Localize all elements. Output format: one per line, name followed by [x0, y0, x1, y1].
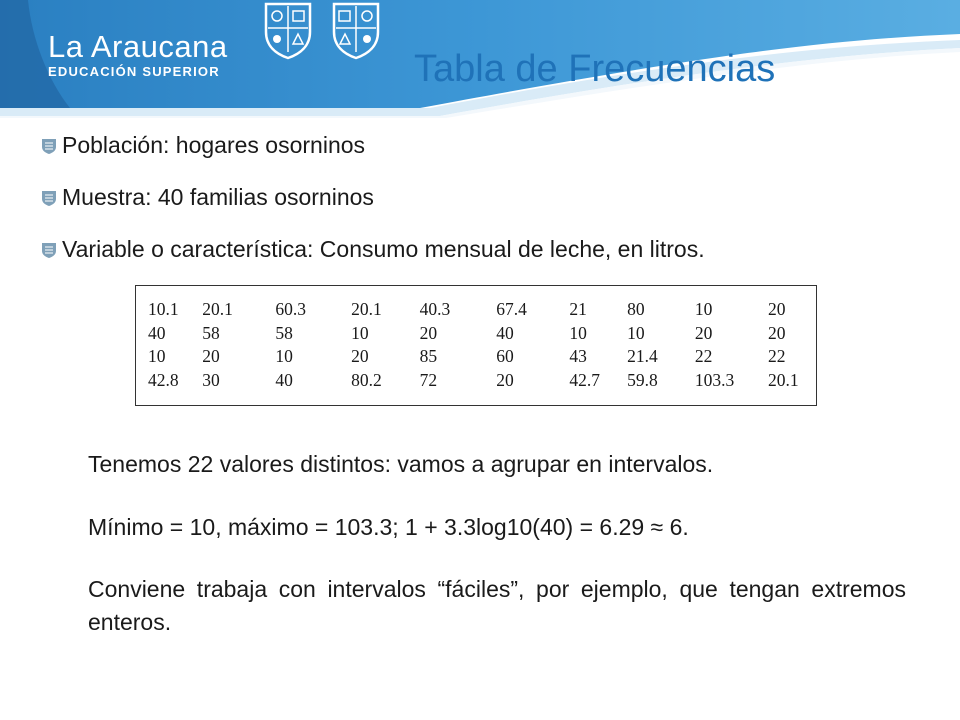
table-cell: 22 — [694, 346, 713, 366]
table-row — [148, 369, 816, 393]
paragraph-distinct-values: Tenemos 22 valores distintos: vamos a agrupar en intervalos. — [88, 451, 714, 477]
bullet-text: Variable o característica: Consumo mensual de leche, en litros. — [62, 235, 705, 262]
page-title: Tabla de Frecuencias — [414, 48, 776, 90]
list-item — [40, 180, 705, 214]
table-cell: 10 — [627, 322, 645, 343]
table-cell: 20.1 — [351, 299, 382, 319]
table-cell: 59.8 — [627, 369, 658, 390]
table-cell: 80.2 — [351, 369, 382, 390]
table-cell: 60.3 — [275, 299, 306, 319]
table-cell: 21.4 — [627, 346, 658, 366]
table-cell: 20 — [694, 322, 713, 343]
data-table — [148, 298, 816, 392]
table-cell: 20 — [767, 322, 786, 343]
table-cell: 20 — [351, 346, 369, 366]
table-cell: 30 — [202, 369, 220, 390]
table-cell: 80 — [627, 299, 645, 319]
table-cell: 20 — [496, 369, 514, 390]
list-item — [40, 232, 705, 266]
table-cell: 10 — [275, 346, 293, 366]
table-cell: 40.3 — [419, 299, 451, 319]
table-cell: 58 — [202, 322, 220, 343]
brand-subtitle: EDUCACIÓN SUPERIOR — [48, 64, 220, 79]
table-cell: 85 — [419, 346, 438, 366]
table-cell: 40 — [148, 322, 166, 343]
list-item — [40, 128, 705, 162]
table-cell: 40 — [496, 322, 514, 343]
table-cell: 20 — [419, 322, 438, 343]
shield-bullet-icon — [40, 137, 58, 155]
bullet-text: Muestra: 40 familias osorninos — [62, 183, 374, 210]
bullet-text: Población: hogares osorninos — [62, 131, 366, 158]
table-cell: 22 — [767, 346, 786, 366]
table-cell: 58 — [275, 322, 293, 343]
table-cell: 10 — [569, 322, 587, 343]
table-cell: 10 — [148, 346, 166, 366]
table-row — [148, 298, 816, 322]
paragraph-min-max: Mínimo = 10, máximo = 103.3; 1 + 3.3log10(40) = 6.29 ≈ 6. — [88, 514, 689, 540]
table-cell: 42.7 — [569, 369, 600, 390]
table-cell: 10.1 — [148, 299, 179, 319]
table-cell: 20 — [767, 299, 786, 319]
brand-name: La Araucana — [48, 29, 228, 64]
table-cell: 42.8 — [148, 369, 179, 390]
table-cell: 103.3 — [694, 369, 735, 390]
brand-logo — [48, 30, 228, 80]
table-cell: 21 — [569, 299, 587, 319]
shield-bullet-icon — [40, 241, 58, 259]
table-cell: 10 — [351, 322, 369, 343]
table-cell: 10 — [694, 299, 713, 319]
university-crest-icon — [330, 0, 382, 60]
university-crest-icon — [262, 0, 314, 60]
paragraph-intervals: Conviene trabaja con intervalos “fáciles”, por ejemplo, que tengan extremos enteros. — [88, 576, 906, 635]
bullet-list — [40, 128, 705, 266]
table-cell: 60 — [496, 346, 514, 366]
table-cell: 72 — [419, 369, 438, 390]
table-cell: 20.1 — [767, 369, 799, 390]
table-cell: 67.4 — [496, 299, 527, 319]
table-cell: 40 — [275, 369, 293, 390]
table-cell: 20.1 — [202, 299, 233, 319]
shield-bullet-icon — [40, 189, 58, 207]
table-row — [148, 345, 816, 369]
table-row — [148, 322, 816, 346]
table-cell: 43 — [569, 346, 587, 366]
table-cell: 20 — [202, 346, 220, 366]
data-table-box — [135, 285, 817, 406]
header-banner — [0, 0, 960, 118]
